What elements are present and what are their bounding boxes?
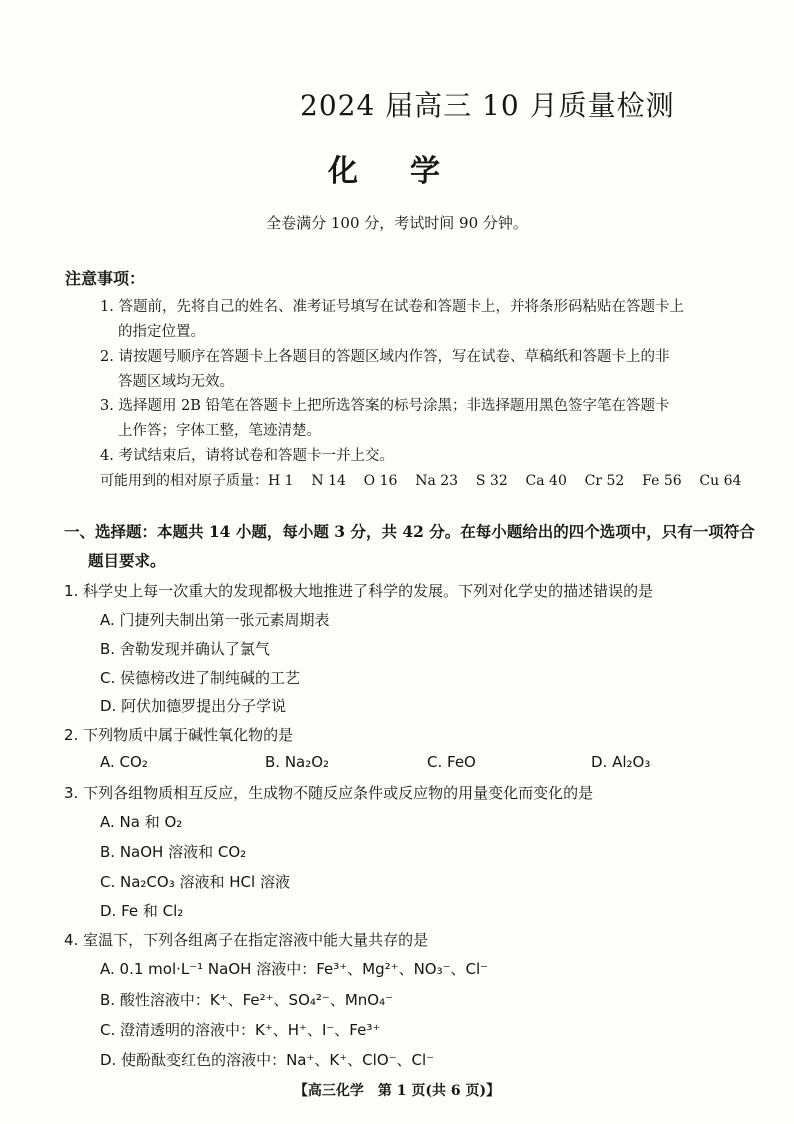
subject-title: 化学 bbox=[328, 154, 492, 189]
question-1-stem: 1. 科学史上每一次重大的发现都极大地推进了科学的发展。下列对化学史的描述错误的是 bbox=[64, 582, 654, 600]
question-1-option-c: C. 侯德榜改进了制纯碱的工艺 bbox=[100, 669, 301, 687]
page-footer: 【高三化学 第 1 页(共 6 页)】 bbox=[293, 1083, 501, 1099]
exam-title: 2024 届高三 10 月质量检测 bbox=[300, 89, 675, 122]
section-title-line-2: 题目要求。 bbox=[88, 551, 166, 570]
notice-item-1-line-2: 的指定位置。 bbox=[118, 324, 205, 340]
notice-item-3-line-2: 上作答；字体工整，笔迹清楚。 bbox=[118, 423, 321, 439]
question-4-option-c: C. 澄清透明的溶液中：K⁺、H⁺、I⁻、Fe³⁺ bbox=[100, 1021, 381, 1039]
notice-item-4: 4. 考试结束后，请将试卷和答题卡一并上交。 bbox=[100, 448, 394, 464]
question-2-option-b: B. Na₂O₂ bbox=[265, 753, 330, 771]
question-3-option-b: B. NaOH 溶液和 CO₂ bbox=[100, 843, 247, 861]
section-title-line-1: 一、选择题：本题共 14 小题，每小题 3 分，共 42 分。在每小题给出的四个选项中，只有一项符合 bbox=[64, 522, 755, 541]
question-4-option-a: A. 0.1 mol·L⁻¹ NaOH 溶液中：Fe³⁺、Mg²⁺、NO₃⁻、Cl⁻ bbox=[100, 960, 489, 978]
question-3-option-a: A. Na 和 O₂ bbox=[100, 813, 183, 831]
question-4-stem: 4. 室温下，下列各组离子在指定溶液中能大量共存的是 bbox=[64, 931, 429, 949]
question-3-stem: 3. 下列各组物质相互反应，生成物不随反应条件或反应物的用量变化而变化的是 bbox=[64, 784, 594, 802]
question-2-option-a: A. CO₂ bbox=[100, 753, 148, 771]
question-3-option-d: D. Fe 和 Cl₂ bbox=[100, 902, 184, 920]
notice-item-2-line-2: 答题区域均无效。 bbox=[118, 374, 234, 390]
notice-title: 注意事项： bbox=[65, 269, 146, 288]
question-1-option-a: A. 门捷列夫制出第一张元素周期表 bbox=[100, 611, 330, 629]
notice-item-2-line-1: 2. 请按题号顺序在答题卡上各题目的答题区域内作答，写在试卷、草稿纸和答题卡上的非 bbox=[100, 349, 670, 365]
question-2-option-d: D. Al₂O₃ bbox=[591, 753, 651, 771]
question-4-option-b: B. 酸性溶液中：K⁺、Fe²⁺、SO₄²⁻、MnO₄⁻ bbox=[100, 991, 394, 1009]
atomic-masses: 可能用到的相对原子质量：H 1 N 14 O 16 Na 23 S 32 Ca 40 Cr 52 Fe 56 Cu 64 bbox=[100, 473, 742, 489]
exam-info: 全卷满分 100 分，考试时间 90 分钟。 bbox=[266, 214, 528, 232]
question-2-option-c: C. FeO bbox=[427, 753, 476, 771]
question-3-option-c: C. Na₂CO₃ 溶液和 HCl 溶液 bbox=[100, 873, 290, 891]
notice-item-1-line-1: 1. 答题前，先将自己的姓名、准考证号填写在试卷和答题卡上，并将条形码粘贴在答题卡上 bbox=[100, 299, 684, 315]
question-4-option-d: D. 使酚酞变红色的溶液中：Na⁺、K⁺、ClO⁻、Cl⁻ bbox=[100, 1051, 435, 1069]
question-1-option-b: B. 舍勒发现并确认了氯气 bbox=[100, 640, 270, 658]
notice-item-3-line-1: 3. 选择题用 2B 铅笔在答题卡上把所选答案的标号涂黑；非选择题用黑色签字笔在答题卡 bbox=[100, 398, 670, 414]
question-1-option-d: D. 阿伏加德罗提出分子学说 bbox=[100, 697, 287, 715]
question-2-stem: 2. 下列物质中属于碱性氧化物的是 bbox=[64, 726, 294, 744]
